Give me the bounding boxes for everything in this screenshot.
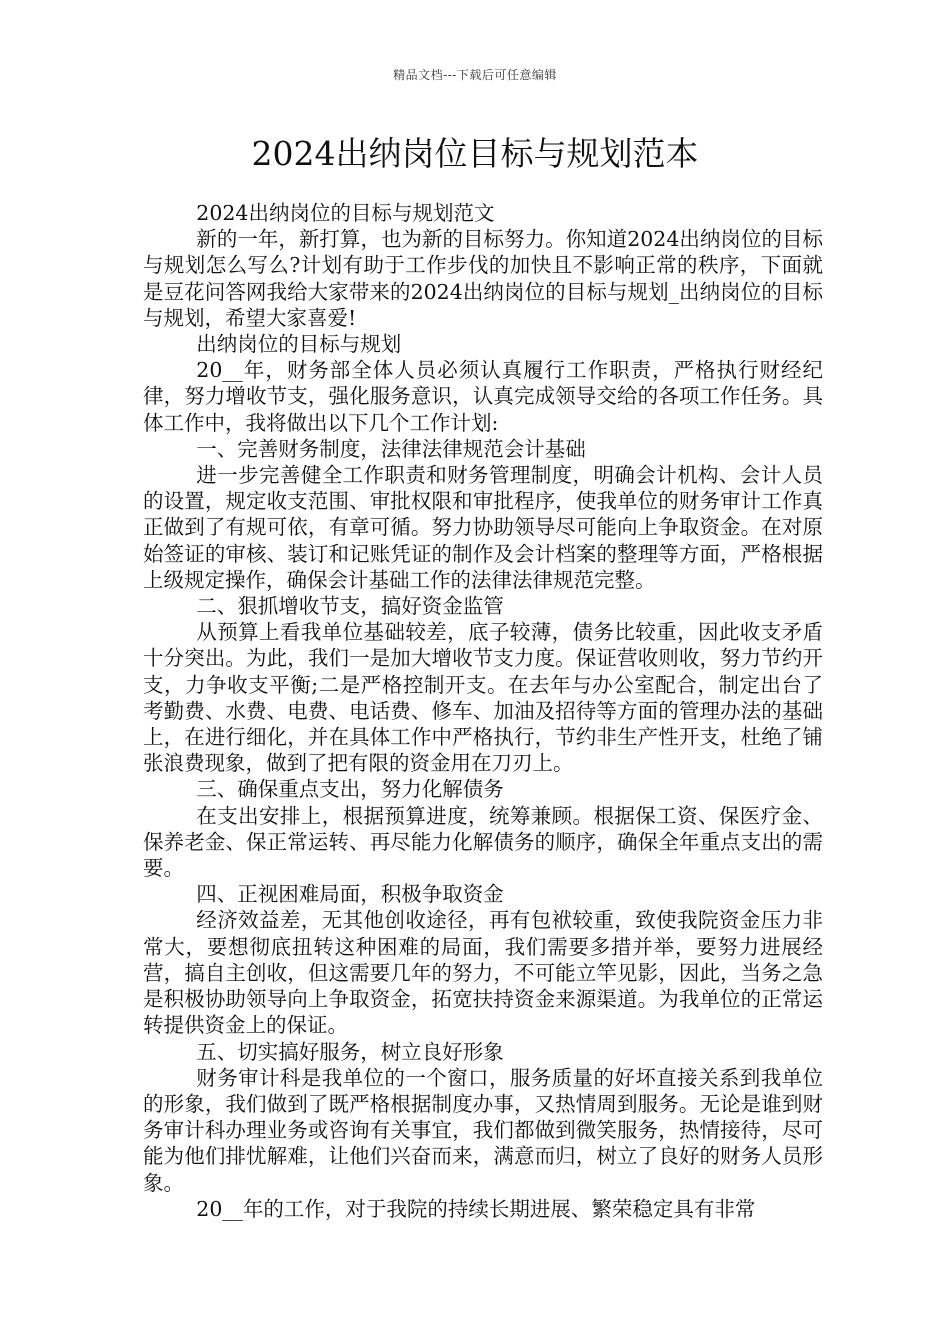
section-heading-3: 三、确保重点支出，努力化解债务 — [196, 777, 504, 802]
section-heading-4: 四、正视困难局面，积极争取资金 — [196, 882, 504, 907]
section-heading-1: 一、完善财务制度，法律法律规范会计基础 — [196, 436, 586, 461]
document-title: 2024出纳岗位目标与规划范本 — [251, 134, 699, 173]
section-heading-2: 二、狠抓增收节支，搞好资金监管 — [196, 594, 504, 619]
body-paragraph: 经济效益差，无其他创收途径，再有包袱较重，致使我院资金压力非常大，要想彻底扭转这种困难的局面，我们需要多措并举，要努力进展经营，搞自主创收，但这需要几年的努力，不可能立竿见影，因此，当务之急是积极协助领导向上争取资金，拓宽扶持资金来源渠道。为我单位的正常运转提供资金上的保证。 — [143, 908, 823, 1038]
section-heading-5: 五、切实搞好服务，树立良好形象 — [196, 1039, 504, 1064]
document-body — [143, 200, 823, 1222]
subtitle-paragraph: 2024出纳岗位的目标与规划范文 — [196, 201, 495, 225]
body-paragraph: 从预算上看我单位基础较差，底子较薄，债务比较重，因此收支矛盾十分突出。为此，我们一是加大增收节支力度。保证营收则收，努力节约开支，力争收支平衡;二是严格控制开支。在去年与办公室配合，制定出台了考勤费、水费、电费、电话费、修车、加油及招待等方面的管理办法的基础上，在进行细化，并在具体工作中严格执行，节约非生产性开支，杜绝了铺张浪费现象，做到了把有限的资金用在刀刃上。 — [143, 620, 823, 776]
header-note: 精品文档---下载后可任意编辑 — [393, 68, 557, 82]
body-paragraph: 在支出安排上，根据预算进度，统筹兼顾。根据保工资、保医疗金、保养老金、保正常运转、再尽能力化解债务的顺序，确保全年重点支出的需要。 — [143, 803, 823, 881]
body-paragraph-partial: 20__年的工作，对于我院的持续长期进展、繁荣稳定具有非常 — [196, 1196, 756, 1221]
body-paragraph: 20__年，财务部全体人员必须认真履行工作职责，严格执行财经纪律，努力增收节支，强化服务意识，认真完成领导交给的各项工作任务。具体工作中，我将做出以下几个工作计划: — [143, 358, 823, 435]
section-heading: 出纳岗位的目标与规划 — [196, 332, 402, 357]
body-paragraph: 进一步完善健全工作职责和财务管理制度，明确会计机构、会计人员的设置，规定收支范围、审批权限和审批程序，使我单位的财务审计工作真正做到了有规可依，有章可循。努力协助领导尽可能向上争取资金。在对原始签证的审核、装订和记账凭证的制作及会计档案的整理等方面，严格根据上级规定操作，确保会计基础工作的法律法律规范完整。 — [143, 463, 823, 592]
body-paragraph: 财务审计科是我单位的一个窗口，服务质量的好坏直接关系到我单位的形象，我们做到了既严格根据制度办事，又热情周到服务。无论是谁到财务审计科办理业务或咨询有关事宜，我们都做到微笑服务，热情接待，尽可能为他们排忧解难，让他们兴奋而来，满意而归，树立了良好的财务人员形象。 — [143, 1065, 823, 1195]
intro-paragraph: 新的一年，新打算，也为新的目标努力。你知道2024出纳岗位的目标与规划怎么写么?计划有助于工作步伐的加快且不影响正常的秩序，下面就是豆花问答网我给大家带来的2024出纳岗位的目标与规划_出纳岗位的目标与规划，希望大家喜爱! — [143, 227, 823, 330]
